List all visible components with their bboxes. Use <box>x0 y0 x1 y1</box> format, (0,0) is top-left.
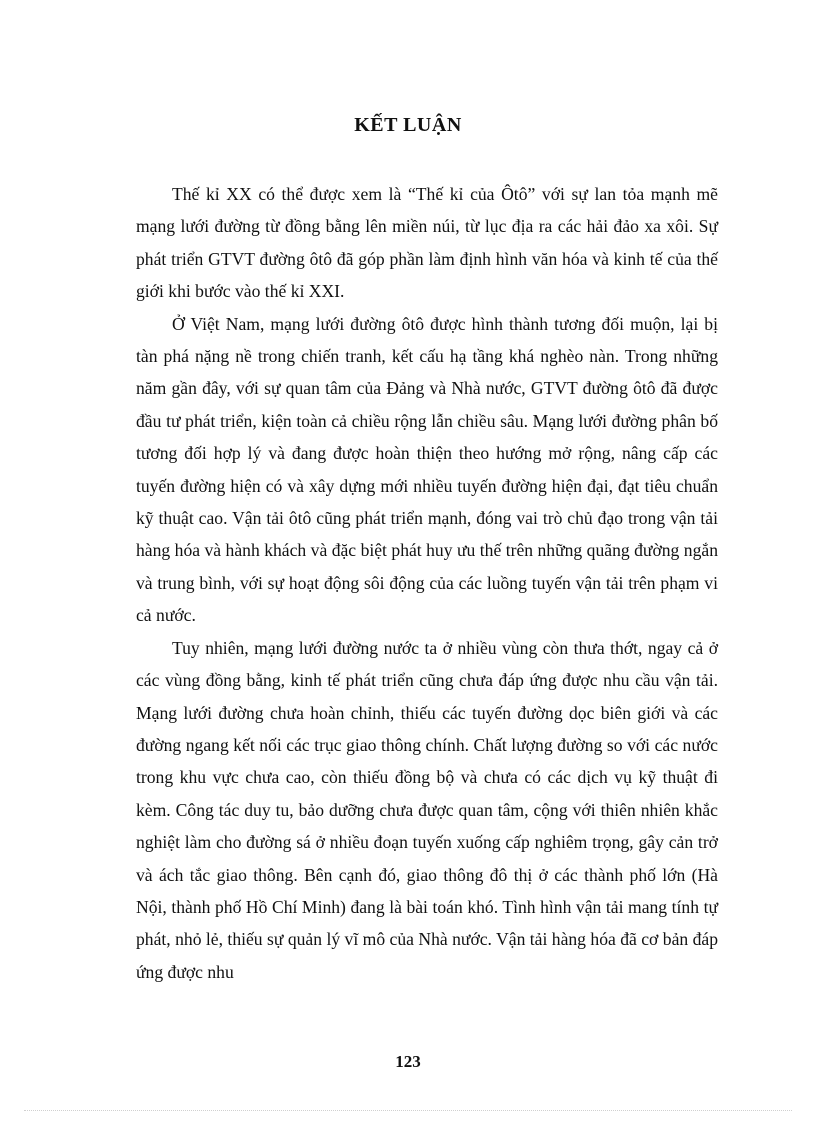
body-text <box>136 178 718 988</box>
page-number: 123 <box>395 1052 421 1071</box>
page-title: KẾT LUẬN <box>354 114 462 136</box>
paragraph-3: Tuy nhiên, mạng lưới đường nước ta ở nhiều vùng còn thưa thớt, ngay cả ở các vùng đồng bằng, kinh tế phát triển cũng chưa đáp ứng được nhu cầu vận tải. Mạng lưới đường chưa hoàn chỉnh, thiếu các tuyến đường dọc biên giới và các đường ngang kết nối các trục giao thông chính. Chất lượng đường so với các nước trong khu vực chưa cao, còn thiếu đồng bộ và chưa có các dịch vụ kỹ thuật đi kèm. Công tác duy tu, bảo dưỡng chưa được quan tâm, cộng với thiên nhiên khắc nghiệt làm cho đường sá ở nhiều đoạn tuyến xuống cấp nghiêm trọng, gây cản trở và ách tắc giao thông. Bên cạnh đó, giao thông đô thị ở các thành phố lớn (Hà Nội, thành phố Hồ Chí Minh) đang là bài toán khó. Tình hình vận tải mang tính tự phát, nhỏ lẻ, thiếu sự quản lý vĩ mô của Nhà nước. Vận tải hàng hóa đã cơ bản đáp ứng được nhu <box>136 637 718 982</box>
footer-divider <box>24 1110 792 1111</box>
paragraph-1: Thế kỉ XX có thể được xem là “Thế kỉ của Ôtô” với sự lan tỏa mạnh mẽ mạng lưới đường từ đồng bằng lên miền núi, từ lục địa ra các hải đảo xa xôi. Sự phát triển GTVT đường ôtô đã góp phần làm định hình văn hóa và kinh tế của thế giới khi bước vào thế kỉ XXI. <box>136 184 718 302</box>
paragraph-2: Ở Việt Nam, mạng lưới đường ôtô được hình thành tương đối muộn, lại bị tàn phá nặng nề trong chiến tranh, kết cấu hạ tầng khá nghèo nàn. Trong những năm gần đây, với sự quan tâm của Đảng và Nhà nước, GTVT đường ôtô đã được đầu tư phát triển, kiện toàn cả chiều rộng lẫn chiều sâu. Mạng lưới đường phân bố tương đối hợp lý và đang được hoàn thiện theo hướng mở rộng, nâng cấp các tuyến đường hiện có và xây dựng mới nhiều tuyến đường hiện đại, đạt tiêu chuẩn kỹ thuật cao. Vận tải ôtô cũng phát triển mạnh, đóng vai trò chủ đạo trong vận tải hàng hóa và hành khách và đặc biệt phát huy ưu thế trên những quãng đường ngắn và trung bình, với sự hoạt động sôi động của các luồng tuyến vận tải trên phạm vi cả nước. <box>136 313 718 626</box>
